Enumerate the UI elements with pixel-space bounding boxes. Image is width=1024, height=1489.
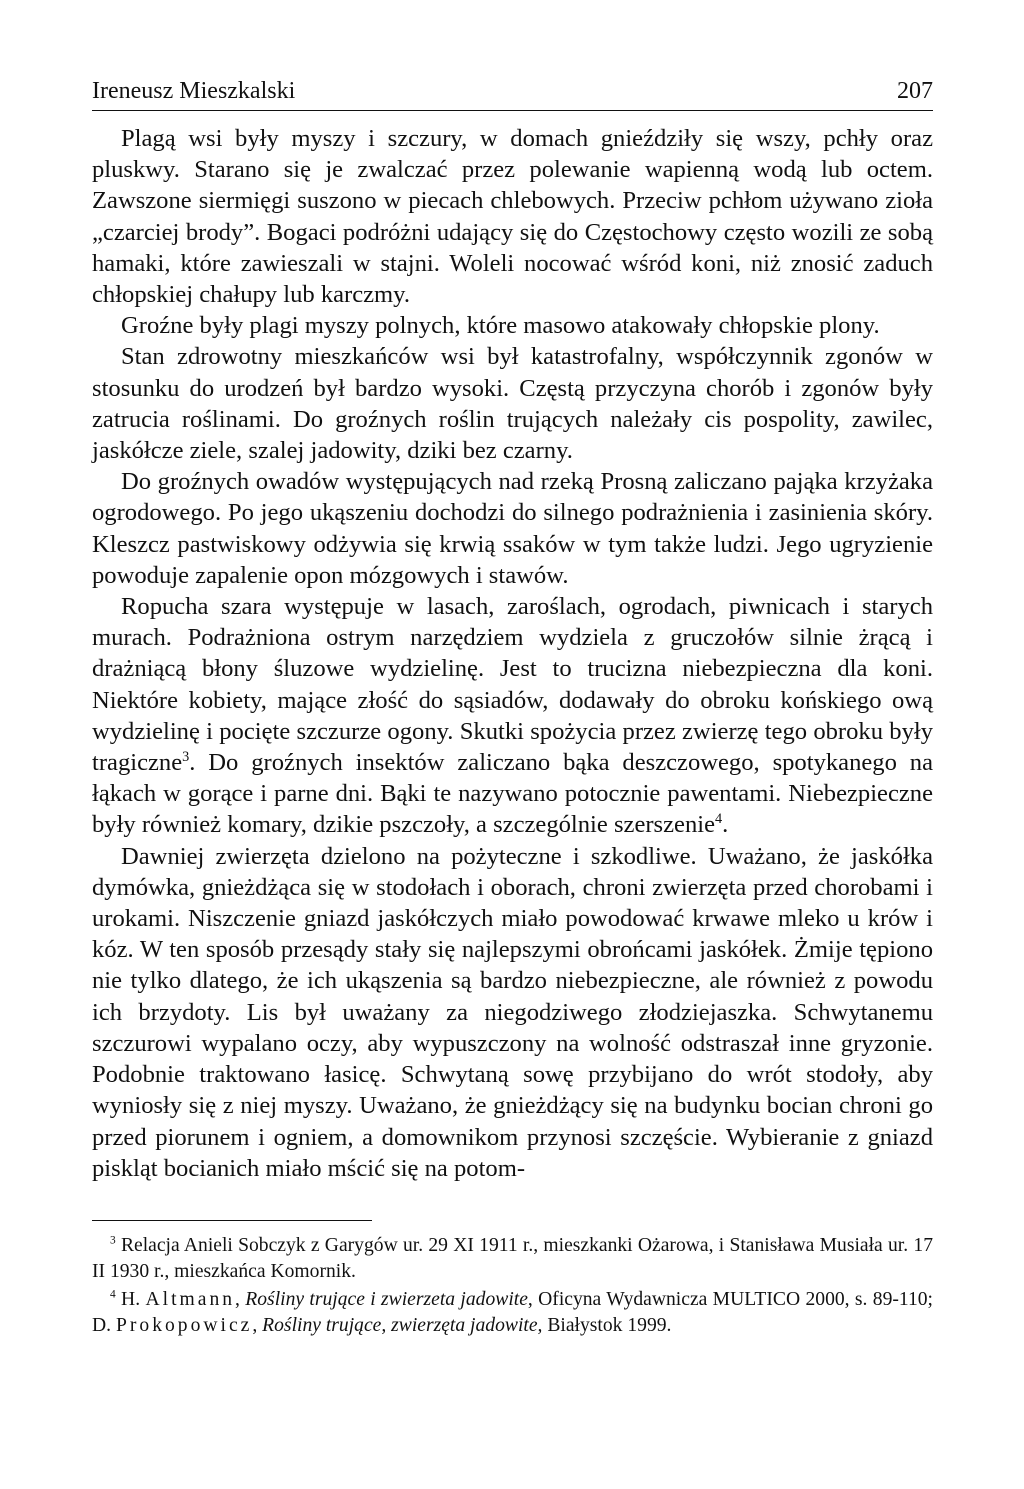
- running-head-author: Ireneusz Mieszkalski: [92, 78, 296, 104]
- footnote-3: [92, 1233, 933, 1285]
- paragraph-toad: [92, 591, 933, 841]
- footnote-4-author1-surname: Altmann: [145, 1288, 236, 1310]
- footnote-4-title1: Rośliny trujące i zwierzeta jadowite: [245, 1288, 528, 1310]
- footnote-4: $^4$ H. Altmann, Rośliny trujące i zwierzeta jadowite, Oficyna Wydawnicza MULTICO 2000, s. 89-110; D. Prokopowicz, Rośliny trujące, zwierzęta jadowite, Białystok 1999.: [92, 1288, 934, 1336]
- footnote-4-title2: Rośliny trujące, zwierzęta jadowite,: [262, 1314, 543, 1336]
- footnote-4-author2-surname: Prokopowicz: [115, 1314, 253, 1336]
- paragraph-insects-ticks: Do groźnych owadów występujących nad rzeką Prosną zaliczano pająka krzyżaka ogrodowego. Po jego ukąszeniu dochodzi do silnego podrażnienia i zasinienia skóry. Kleszcz pastwiskowy odżywia się krwią ssaków w tym także ludzi. Jego ugryzienie powoduje zapalenie opon mózgowych i stawów.: [92, 468, 933, 589]
- footnote-3-text: Relacja Anieli Sobczyk z Garygów ur. 29 XI 1911 r., mieszkanki Ożarowa, i Stanisława Musiała ur. 17 II 1930 r., mieszkańca Komornik.: [92, 1234, 933, 1282]
- paragraph-toad-text-3: .: [722, 811, 729, 839]
- paragraph-toad-text-1: Ropucha szara występuje w lasach, zaroślach, ogrodach, piwnicach i starych murach. Podrażniona ostrym narzędziem wydziela z gruczołów silnie żrącą i drażniącą błony śluzowe wydzielinę. Jest to trucizna niebezpieczna dla koni. Niektóre kobiety, mające złość do sąsiadów, dodawały do obroku końskiego ową wydzielinę i pocięte szczurze ogony. Skutki spożycia przez zwierzę tego obroku były tragiczne: [92, 593, 933, 777]
- footnote-3-marker: 3: [110, 1234, 116, 1247]
- footnote-4-publisher1: , Oficyna Wydawnicza MULTICO 2000, s. 89-110; D.: [92, 1288, 934, 1336]
- running-head: [92, 76, 933, 111]
- footnotes: [92, 1233, 933, 1339]
- footnote-4-marker: 4: [110, 1288, 116, 1301]
- book-page: [92, 76, 933, 1341]
- body-text: [92, 123, 933, 1184]
- footnote-4-author1-initial: H.: [121, 1288, 141, 1310]
- page-number: 207: [897, 78, 933, 104]
- footnote-4-publisher2: Białystok 1999.: [542, 1314, 672, 1336]
- footnote-separator: [92, 1220, 372, 1221]
- paragraph-field-mice: Groźne były plagi myszy polnych, które masowo atakowały chłopskie plony.: [121, 312, 880, 340]
- footnote-ref-4[interactable]: 4: [715, 811, 723, 828]
- footnote-ref-3[interactable]: 3: [182, 748, 190, 765]
- paragraph-toad-text-2: . Do groźnych insektów zaliczano bąka deszczowego, spotykanego na łąkach w gorące i parne dni. Bąki te nazywano potocznie pawentami. Niebezpieczne były również komary, dzikie pszczoły, a szczególnie szerszenie: [92, 749, 933, 839]
- paragraph-health-poisonous-plants: Stan zdrowotny mieszkańców wsi był katastrofalny, współczynnik zgonów w stosunku do urodzeń był bardzo wysoki. Częstą przyczyna chorób i zgonów były zatrucia roślinami. Do groźnych roślin trujących należały cis pospolity, zawilec, jaskółcze ziele, szalej jadowity, dziki bez czarny.: [92, 343, 933, 465]
- paragraph-animals-beliefs: Dawniej zwierzęta dzielono na pożyteczne i szkodliwe. Uważano, że jaskółka dymówka, gnieżdżąca się w stodołach i oborach, chroni zwierzęta przed chorobami i urokami. Niszczenie gniazd jaskółczych miało powodować krwawe mleko u krów i kóz. W ten sposób przesądy stały się najlepszymi obrońcami jaskółek. Żmije tępiono nie tylko dlatego, że ich ukąszenia są bardzo niebezpieczne, ale również z powodu ich brzydoty. Lis był uważany za niegodziwego złodziejaszka. Schwytanemu szczurowi wypalano oczy, aby wypuszczony na wolność odstraszał inne gryzonie. Podobnie traktowano łasicę. Schwytaną sowę przybijano do wrót stodoły, aby wyniosły się z niej myszy. Uważano, że gnieżdżący się na budynku bocian chroni go przed piorunem i ogniem, a domownikom przynosi szczęście. Wybieranie z gniazd piskląt bocianich miało mścić się na potom-: [92, 842, 933, 1182]
- paragraph-pests: Plagą wsi były myszy i szczury, w domach gnieździły się wszy, pchły oraz pluskwy. Starano się je zwalczać przez polewanie wapienną wodą lub octem. Zawszone siermięgi suszono w piecach chlebowych. Przeciw pchłom używano zioła „czarciej brody”. Bogaci podróżni udający się do Częstochowy często wozili ze sobą hamaki, które zawieszali w stajni. Woleli nocować wśród koni, niż znosić zaduch chłopskiej chałupy lub karczmy.: [92, 125, 933, 309]
